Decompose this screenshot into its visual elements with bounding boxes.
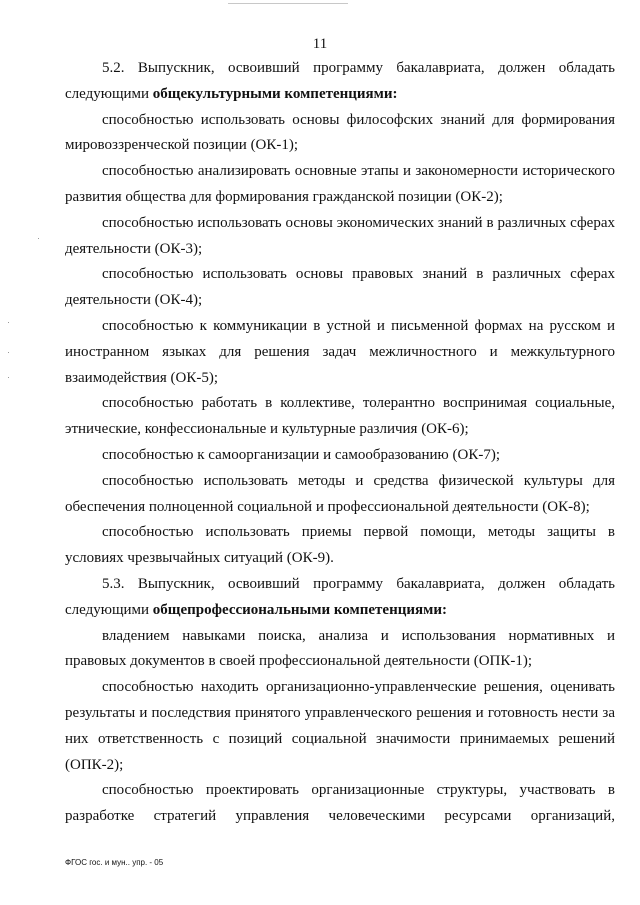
- scan-speck: [8, 377, 9, 378]
- competence-item: способностью работать в коллективе, толерантно воспринимая социальные, этнические, конфессиональные и культурные различия (ОК-6);: [65, 395, 615, 438]
- scan-speck: [38, 238, 39, 239]
- competence-item: способностью анализировать основные этапы и закономерности исторического развития общества для формирования гражданской позиции (ОК-2);: [65, 163, 615, 205]
- top-rule: [228, 3, 348, 4]
- competence-item: способностью находить организационно-управленческие решения, оценивать результаты и последствия принятого управленческого решения и готовность нести за них ответственность с позиций социальной значимости принимаемых решений (ОПК-2);: [65, 679, 615, 773]
- section-5-3-heading: общепрофессиональными компетенциями:: [152, 601, 447, 618]
- competence-item: способностью использовать приемы первой помощи, методы защиты в условиях чрезвычайных ситуаций (ОК-9).: [65, 524, 615, 567]
- competence-item: способностью проектировать организационные структуры, участвовать в разработке стратегий управления человеческими ресурсами организаций,: [65, 782, 615, 825]
- competence-item: способностью к коммуникации в устной и письменной формах на русском и иностранном языках для решения задач межличностного и межкультурного взаимодействия (ОК-5);: [65, 317, 615, 386]
- section-5-3-intro-text: 5.3. Выпускник, освоивший программу бакалавриата, должен обладать следующими: [65, 575, 615, 618]
- competence-item: владением навыками поиска, анализа и использования нормативных и правовых документов в своей профессиональной деятельности (ОПК-1);: [65, 627, 615, 670]
- competence-item: способностью использовать методы и средства физической культуры для обеспечения полноценной социальной и профессиональной деятельности (ОК-8);: [65, 472, 615, 515]
- competence-item: способностью использовать основы правовых знаний в различных сферах деятельности (ОК-4);: [65, 266, 615, 309]
- competence-item: способностью использовать основы экономических знаний в различных сферах деятельности (ОК-3);: [65, 214, 615, 257]
- scan-speck: [8, 352, 9, 353]
- competence-item: способностью к самоорганизации и самообразованию (ОК-7);: [102, 446, 501, 463]
- page-number: 11: [312, 36, 328, 52]
- section-5-2-intro: [65, 56, 615, 108]
- section-5-2-intro-text: 5.2. Выпускник, освоивший программу бакалавриата, должен обладать следующими: [65, 60, 615, 102]
- scan-speck: [8, 322, 9, 323]
- page-body: [65, 56, 615, 830]
- section-5-2-heading: общекультурными компетенциями:: [152, 85, 398, 102]
- competence-item: способностью использовать основы философских знаний для формирования мировоззренческой позиции (ОК-1);: [65, 111, 615, 154]
- footer-code: ФГОС гос. и мун.. упр. - 05: [65, 858, 164, 867]
- section-5-3-intro: [65, 572, 615, 624]
